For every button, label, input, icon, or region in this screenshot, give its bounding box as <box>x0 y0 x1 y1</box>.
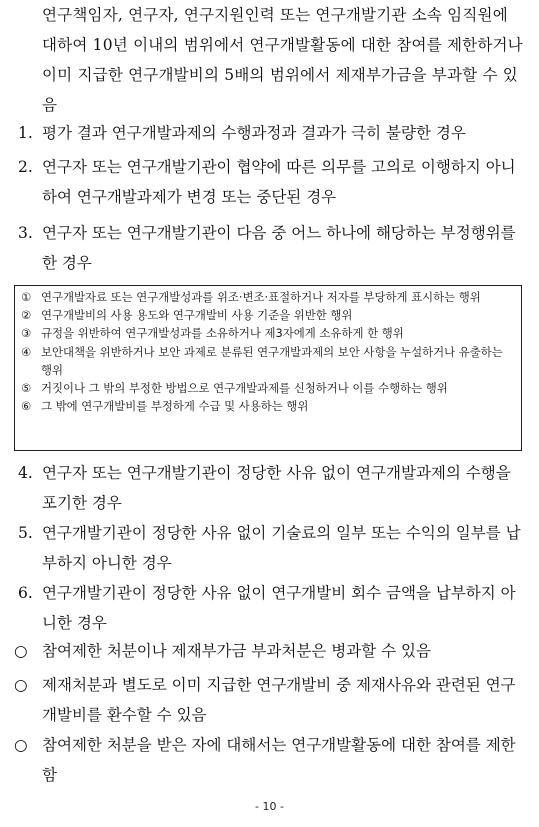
box-item-marker: ④ <box>21 344 32 359</box>
list-item-number: 3. <box>18 224 33 242</box>
box-item-marker: ③ <box>21 326 32 341</box>
list-item-number: 4. <box>18 464 33 482</box>
list-item-text: 연구자 또는 연구개발기관이 협약에 따른 의무를 고의로 이행하지 아니하여 연구개발과제가 변경 또는 중단된 경우 <box>42 158 516 206</box>
misconduct-box <box>14 285 522 451</box>
box-item-text: 규정을 위반하여 연구개발성과를 소유하거나 제3자에게 소유하게 한 행위 <box>41 326 404 341</box>
list-item-4 <box>18 458 530 518</box>
box-item-1 <box>21 288 513 306</box>
list-item-5 <box>18 518 530 578</box>
box-item-text: 연구개발자료 또는 연구개발성과를 위조·변조·표절하거나 저자를 부당하게 표시하는 행위 <box>41 290 481 304</box>
box-item-marker: ⑤ <box>21 381 32 396</box>
box-item-5 <box>21 379 513 397</box>
bullet-marker: ○ <box>14 642 28 660</box>
list-item-number: 5. <box>18 524 33 542</box>
note-bullet-1 <box>14 636 530 666</box>
box-item-2 <box>21 306 513 324</box>
list-item-6 <box>18 578 530 638</box>
intro-paragraph: 연구책임자, 연구자, 연구지원인력 또는 연구개발기관 소속 임직원에 대하여 10년 이내의 범위에서 연구개발활동에 대한 참여를 제한하거나 이미 지급한 연구개발비의 5배의 범위에서 제재부가금을 부과할 수 있음 <box>42 6 523 114</box>
page-number: - 10 - <box>255 800 284 813</box>
box-item-3 <box>21 324 513 342</box>
list-item-text: 연구개발기관이 정당한 사유 없이 연구개발비 회수 금액을 납부하지 아니한 경우 <box>42 584 516 632</box>
box-item-4 <box>21 343 513 379</box>
list-item-3 <box>18 218 530 278</box>
note-bullet-2 <box>14 670 530 730</box>
box-item-6 <box>21 397 513 415</box>
list-item-text: 연구자 또는 연구개발기관이 다음 중 어느 하나에 해당하는 부정행위를 한 경우 <box>42 224 516 272</box>
list-item-number: 1. <box>18 124 33 142</box>
bullet-marker: ○ <box>14 736 28 754</box>
note-bullet-3 <box>14 730 530 790</box>
bullet-text: 제재처분과 별도로 이미 지급한 연구개발비 중 제재사유와 관련된 연구개발비를 환수할 수 있음 <box>42 676 516 724</box>
box-item-text: 그 밖에 연구개발비를 부정하게 수급 및 사용하는 행위 <box>41 399 309 414</box>
list-item-number: 6. <box>18 584 33 602</box>
list-item-1 <box>18 118 530 148</box>
box-item-text: 거짓이나 그 밖의 부정한 방법으로 연구개발과제를 신청하거나 이를 수행하는 행위 <box>41 381 448 396</box>
list-item-2 <box>18 152 530 212</box>
bullet-text: 참여제한 처분을 받은 자에 대해서는 연구개발활동에 대한 참여를 제한함 <box>42 736 516 784</box>
box-item-text: 연구개발비의 사용 용도와 연구개발비 사용 기준을 위반한 행위 <box>41 308 353 323</box>
list-item-number: 2. <box>18 158 33 176</box>
list-item-text: 연구자 또는 연구개발기관이 정당한 사유 없이 연구개발과제의 수행을 포기한 경우 <box>42 464 511 512</box>
box-item-marker: ② <box>21 308 32 323</box>
box-item-marker: ⑥ <box>21 399 32 414</box>
list-item-text: 연구개발기관이 정당한 사유 없이 기술료의 일부 또는 수익의 일부를 납부하지 아니한 경우 <box>42 524 521 572</box>
bullet-marker: ○ <box>14 676 28 694</box>
box-item-text: 보안대책을 위반하거나 보안 과제로 분류된 연구개발과제의 보안 사항을 누설하거나 유출하는 행위 <box>41 344 503 377</box>
box-item-marker: ① <box>21 290 32 304</box>
list-item-text: 평가 결과 연구개발과제의 수행과정과 결과가 극히 불량한 경우 <box>42 124 466 142</box>
bullet-text: 참여제한 처분이나 제재부가금 부과처분은 병과할 수 있음 <box>42 642 431 660</box>
